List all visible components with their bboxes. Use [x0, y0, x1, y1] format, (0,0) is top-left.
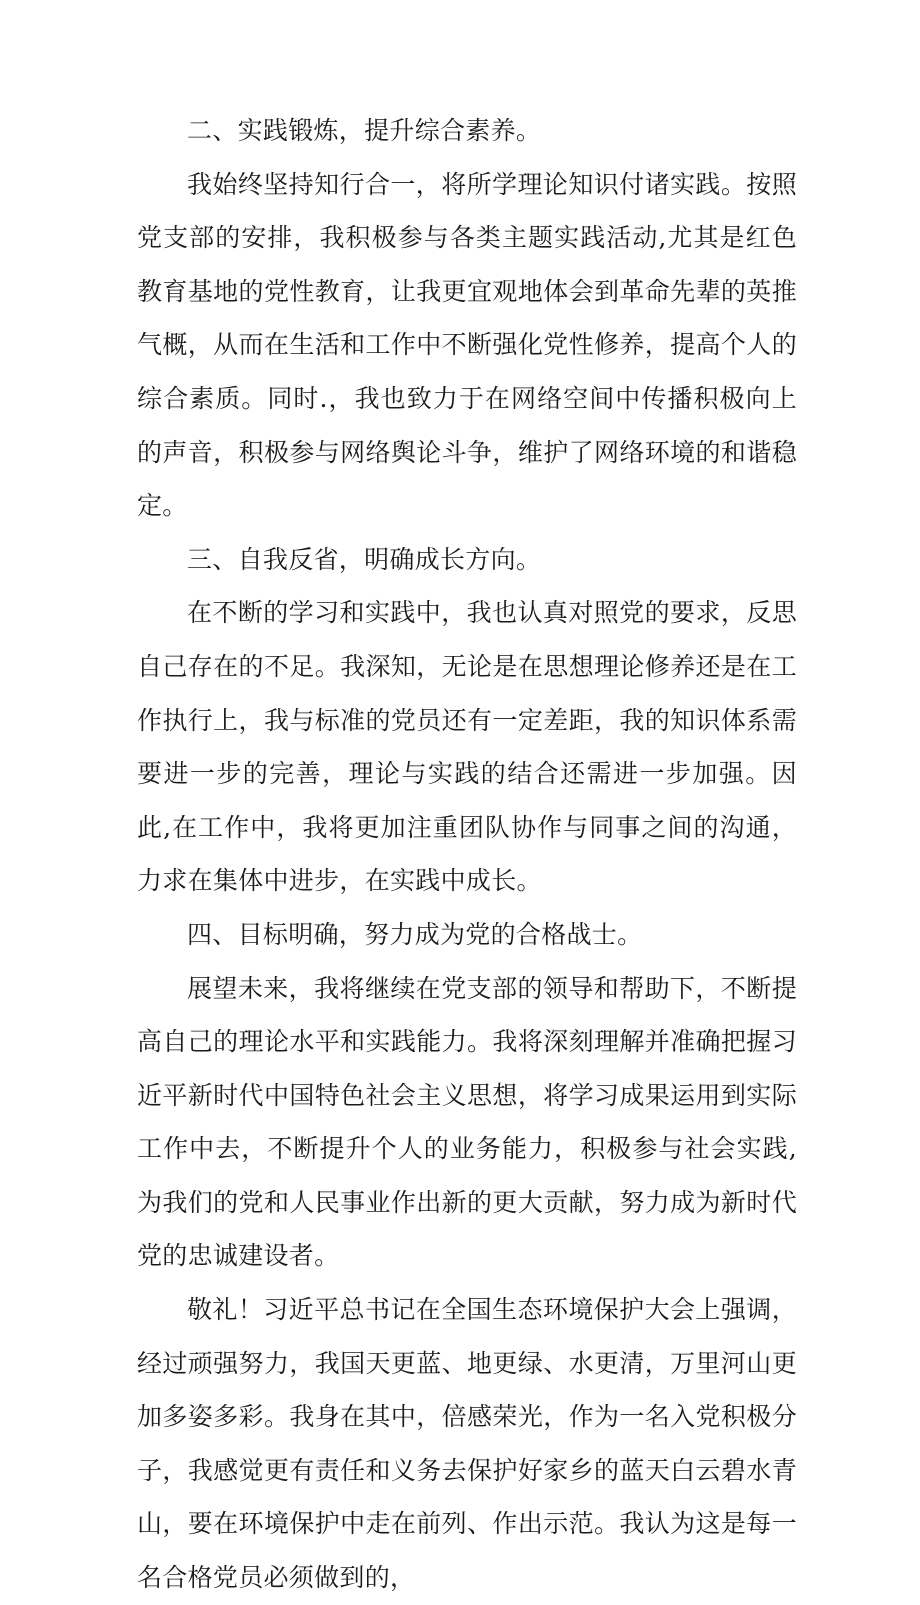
closing-paragraph: 敬礼！习近平总书记在全国生态环境保护大会上强调，经过顽强努力，我国天更蓝、地更绿、水更清，万里河山更加多姿多彩。我身在其中，倍感荣光，作为一名入党积极分子，我感觉更有责任和义务去保护好家乡的蓝天白云碧水青山，要在环境保护中走在前列、作出示范。我认为这是每一名合格党员必须做到的， — [137, 1295, 797, 1593]
section-paragraph-reflection: 在不断的学习和实践中，我也认真对照党的要求，反思自己存在的不足。我深知，无论是在思想理论修养还是在工作执行上，我与标准的党员还有一定差距，我的知识体系需要进一步的完善，理论与实践的结合还需进一步加强。因此,在工作中，我将更加注重团队协作与同事之间的沟通，力求在集体中进步，在实践中成长。 — [137, 598, 797, 896]
section-heading-practice: 二、实践锻炼，提升综合素养。 — [187, 116, 542, 145]
section-paragraph-goal: 展望未来，我将继续在党支部的领导和帮助下，不断提高自己的理论水平和实践能力。我将深刻理解并准确把握习近平新时代中国特色社会主义思想，将学习成果运用到实际工作中去，不断提升个人的业务能力，积极参与社会实践,为我们的党和人民事业作出新的更大贡献，努力成为新时代党的忠诚建设者。 — [137, 973, 797, 1271]
section-paragraph-practice: 我始终坚持知行合一，将所学理论知识付诸实践。按照党支部的安排，我积极参与各类主题实践活动,尤其是红色教育基地的党性教育，让我更宜观地体会到革命先辈的英推气概，从而在生活和工作中不断强化党性修养，提高个人的综合素质。同时.，我也致力于在网络空间中传播积极向上的声音，积极参与网络舆论斗争，维护了网络环境的和谐稳定。 — [137, 169, 797, 521]
section-heading-reflection: 三、自我反省，明确成长方向。 — [187, 544, 542, 574]
document-body — [137, 104, 797, 1605]
section-heading-goal: 四、目标明确，努力成为党的合格战士。 — [187, 919, 643, 949]
